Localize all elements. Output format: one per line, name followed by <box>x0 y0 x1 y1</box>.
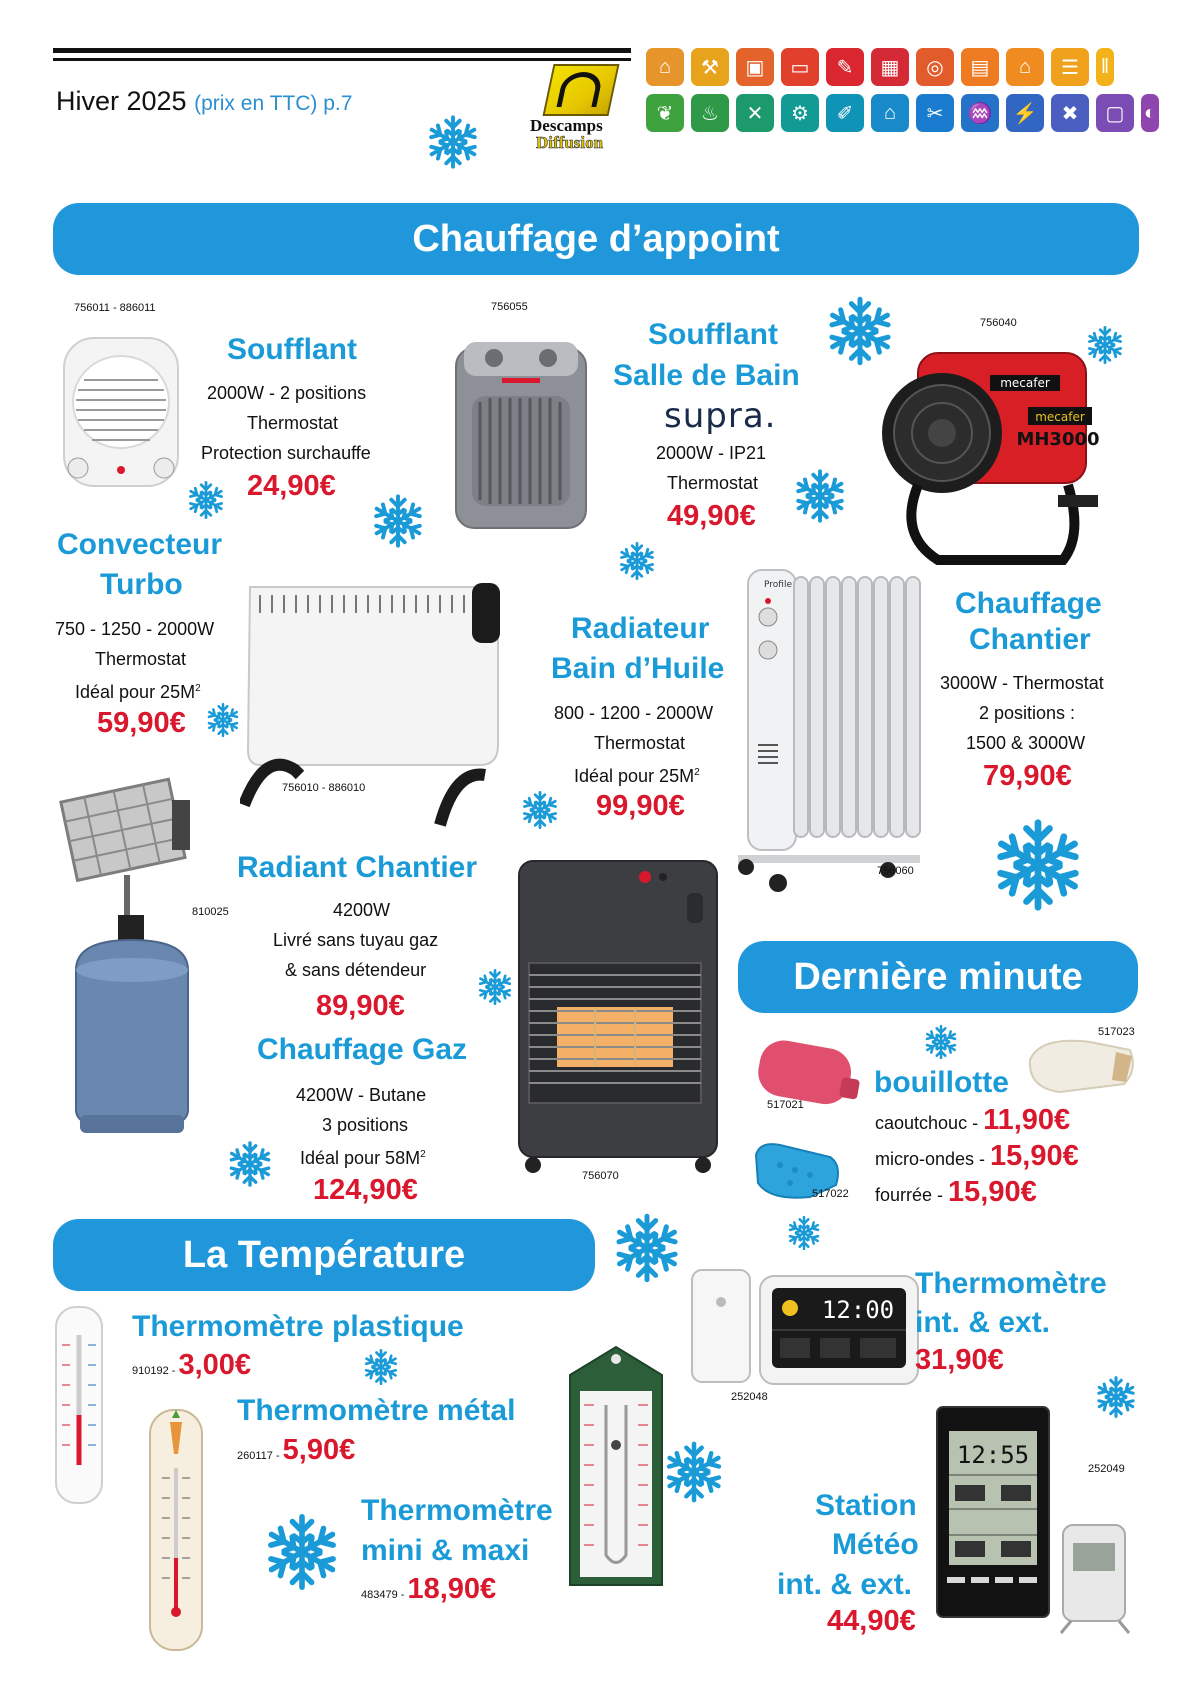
fur-bottle-image <box>1020 1030 1140 1100</box>
product-ref: 756010 - 886010 <box>282 782 366 794</box>
product-ref: 756070 <box>582 1170 619 1182</box>
bouillotte-type: caoutchouc - <box>875 1113 984 1133</box>
section-banner-temperature: La Température <box>53 1219 595 1291</box>
snowflake-icon <box>1094 1375 1138 1419</box>
product-price: 49,90€ <box>667 500 756 532</box>
printer-icon[interactable]: ▤ <box>961 48 999 86</box>
product-ref: 483479 - <box>361 1589 408 1601</box>
min-max-thermometer-image <box>566 1345 666 1590</box>
drill-icon[interactable]: ⚙ <box>781 94 819 132</box>
product-spec: 4200W - Butane <box>296 1085 427 1105</box>
product-title: Bain d’Huile <box>551 652 725 685</box>
hot-water-bottle-image <box>753 1030 863 1110</box>
section-banner-chauffage: Chauffage d’appoint <box>53 203 1139 275</box>
truck-icon[interactable]: ▣ <box>736 48 774 86</box>
category-icons-row-2 <box>646 94 1161 132</box>
product-title: Soufflant <box>227 333 357 366</box>
bouillotte-price-2 <box>875 1140 1079 1173</box>
product-spec: & sans détendeur <box>285 960 427 980</box>
spec-sup: 2 <box>195 683 201 694</box>
snowflake-icon <box>611 1212 683 1284</box>
product-title: Thermomètre <box>915 1267 1107 1300</box>
electric-icon[interactable]: ⚡ <box>1006 94 1044 132</box>
svg-text:mecafer: mecafer <box>1000 376 1050 390</box>
home-heat-icon[interactable]: ⌂ <box>871 94 909 132</box>
indoor-outdoor-thermometer-image <box>690 1260 922 1390</box>
spec-sup: 2 <box>694 767 700 778</box>
product-spec <box>300 1140 426 1173</box>
snowflake-icon <box>226 1140 274 1188</box>
brick-icon[interactable]: ▦ <box>871 48 909 86</box>
house-tools-icon[interactable]: ⌂ <box>646 48 684 86</box>
chainsaw-icon[interactable]: ✂ <box>916 94 954 132</box>
price-line <box>237 1434 355 1467</box>
product-ref: 252048 <box>731 1391 768 1403</box>
product-title: Chauffage Gaz <box>257 1033 468 1066</box>
product-spec: Livré sans tuyau gaz <box>273 930 439 950</box>
window-icon[interactable]: ▢ <box>1096 94 1134 132</box>
paint-brush-icon[interactable]: ✐ <box>826 94 864 132</box>
snowflake-icon <box>792 468 848 524</box>
product-spec: Thermostat <box>247 413 339 433</box>
product-ref: 756060 <box>877 865 914 877</box>
product-title: Salle de Bain <box>613 359 800 392</box>
thermo-display-time: 12:00 <box>821 1296 895 1324</box>
product-spec: Protection surchauffe <box>201 443 371 463</box>
product-price: 15,90€ <box>948 1176 1037 1208</box>
snowflake-icon <box>1085 325 1125 365</box>
snowflake-icon <box>186 480 226 520</box>
plastic-thermometer-image <box>54 1305 104 1505</box>
vehicle-icon[interactable]: ◎ <box>916 48 954 86</box>
product-spec: 2000W - 2 positions <box>207 383 367 403</box>
product-price: 79,90€ <box>983 760 1072 792</box>
snowflake-icon <box>476 968 514 1006</box>
product-price: 124,90€ <box>313 1174 418 1206</box>
product-ref: 252049 <box>1088 1463 1125 1475</box>
tools-icon[interactable]: ✕ <box>736 94 774 132</box>
product-title: Soufflant <box>648 318 778 351</box>
product-spec: 3000W - Thermostat <box>940 673 1104 693</box>
product-spec: 2 positions : <box>979 703 1076 723</box>
product-title: Thermomètre <box>361 1494 553 1527</box>
gas-heater-image <box>513 855 723 1175</box>
roof-icon[interactable]: ⌂ <box>1006 48 1044 86</box>
snowflake-icon <box>520 790 560 830</box>
bouillotte-price-1 <box>875 1104 1070 1137</box>
product-price: 99,90€ <box>596 790 685 822</box>
snowflake-icon <box>370 493 426 549</box>
page-header <box>56 86 352 117</box>
extra-icon[interactable]: ◐ <box>1141 94 1159 132</box>
oil-radiator-image <box>738 565 928 900</box>
radiator-brand: Profile <box>764 580 792 590</box>
product-price: 89,90€ <box>316 990 405 1022</box>
product-title: Météo <box>832 1528 919 1561</box>
bouillotte-price-3 <box>875 1176 1037 1209</box>
snowflake-icon <box>262 1512 342 1592</box>
product-title: Radiateur <box>571 612 710 645</box>
garden-icon[interactable]: ❦ <box>646 94 684 132</box>
product-spec: 4200W <box>333 900 391 920</box>
price-line <box>132 1349 251 1382</box>
product-title: Chauffage <box>955 587 1102 620</box>
product-spec <box>574 758 700 791</box>
excavator-icon[interactable]: ⚒ <box>691 48 729 86</box>
snowflake-icon <box>662 1440 726 1504</box>
product-title: mini & maxi <box>361 1534 530 1567</box>
snowflake-icon <box>205 702 241 738</box>
product-price: 59,90€ <box>97 707 186 739</box>
svg-text:mecafer: mecafer <box>1035 410 1085 424</box>
product-spec: 750 - 1250 - 2000W <box>55 619 215 639</box>
product-title: Station <box>815 1489 917 1522</box>
product-ref: 517021 <box>767 1099 804 1111</box>
product-spec <box>75 674 201 707</box>
product-ref: 910192 - <box>132 1365 179 1377</box>
brand-logo <box>530 64 630 152</box>
product-ref: 517022 <box>812 1188 849 1200</box>
fire-icon[interactable]: ♨ <box>691 94 729 132</box>
product-title: Convecteur <box>57 528 223 561</box>
supra-brand-logo: supra. <box>664 396 777 436</box>
bouillotte-type: micro-ondes - <box>875 1149 991 1169</box>
product-price: 31,90€ <box>915 1344 1004 1376</box>
header-rule-thin <box>53 58 631 61</box>
price-line <box>361 1573 496 1606</box>
category-icons-row-1 <box>646 48 1161 86</box>
snowflake-icon <box>990 817 1086 913</box>
snowflake-icon <box>617 541 657 581</box>
svg-text:MH3000: MH3000 <box>1016 429 1100 450</box>
product-spec: 1500 & 3000W <box>966 733 1086 753</box>
snowflake-icon <box>824 295 896 367</box>
product-ref: 756055 <box>491 301 528 313</box>
price-note: (prix en TTC) p.7 <box>194 92 353 115</box>
fan-heater-image <box>56 330 186 500</box>
spec-sup: 2 <box>420 1149 426 1160</box>
product-price: 15,90€ <box>990 1140 1079 1172</box>
snowflake-icon <box>923 1024 959 1060</box>
snowflake-icon <box>786 1215 822 1251</box>
spec-text: Idéal pour 58M <box>300 1148 421 1168</box>
snowflake-icon <box>425 114 481 170</box>
product-title: Chantier <box>969 623 1091 656</box>
product-title: bouillotte <box>874 1066 1009 1099</box>
product-price: 44,90€ <box>827 1605 916 1637</box>
header-rule-thick <box>53 48 631 53</box>
ladder-icon[interactable]: ☰ <box>1051 48 1089 86</box>
product-price: 18,90€ <box>407 1573 497 1605</box>
product-price: 3,00€ <box>178 1349 252 1381</box>
site-heater-image <box>878 335 1108 580</box>
product-spec: 2000W - IP21 <box>656 443 767 463</box>
product-title: int. & ext. <box>777 1568 913 1601</box>
product-ref: 517023 <box>1098 1026 1135 1038</box>
product-title: Thermomètre métal <box>237 1394 516 1427</box>
product-title: int. & ext. <box>915 1306 1051 1339</box>
category-icons <box>646 48 1161 140</box>
product-ref: 260117 - <box>237 1450 283 1462</box>
product-price: 5,90€ <box>282 1434 356 1466</box>
product-title: Thermomètre plastique <box>132 1310 464 1343</box>
wrench-icon[interactable]: ✖ <box>1051 94 1089 132</box>
product-title: Turbo <box>100 568 183 601</box>
product-spec: Thermostat <box>95 649 187 669</box>
product-ref: 810025 <box>192 906 229 918</box>
brand-name-2: Diffusion <box>536 133 604 152</box>
weather-station-image <box>935 1405 1135 1635</box>
section-banner-derniere: Dernière minute <box>738 941 1138 1013</box>
bathroom-heater-image <box>446 336 596 536</box>
spec-text: Idéal pour 25M <box>574 766 695 786</box>
product-title: Radiant Chantier <box>237 851 478 884</box>
paint-icon[interactable]: ✎ <box>826 48 864 86</box>
faucet-icon[interactable]: ♒ <box>961 94 999 132</box>
product-spec: Thermostat <box>667 473 759 493</box>
brand-name-1: Descamps <box>530 116 603 135</box>
product-price: 24,90€ <box>247 470 336 502</box>
trailer-icon[interactable]: ▭ <box>781 48 819 86</box>
product-ref: 756011 - 886011 <box>74 302 156 314</box>
gas-radiant-image <box>52 770 232 1140</box>
bouillotte-type: fourrée - <box>875 1185 949 1205</box>
product-spec: Thermostat <box>594 733 686 753</box>
snowflake-icon <box>362 1348 400 1386</box>
season-label: Hiver 2025 <box>56 86 187 116</box>
station-display-time: 12:55 <box>956 1441 1030 1469</box>
convector-image <box>240 575 505 833</box>
product-spec: 3 positions <box>322 1115 409 1135</box>
spec-text: Idéal pour 25M <box>75 682 196 702</box>
product-price: 11,90€ <box>983 1104 1071 1136</box>
logo-mark-icon <box>542 64 619 116</box>
metal-thermometer-image <box>148 1408 204 1653</box>
product-spec: 800 - 1200 - 2000W <box>554 703 714 723</box>
product-ref: 756040 <box>980 317 1017 329</box>
fence-icon[interactable]: ‖ <box>1096 48 1114 86</box>
